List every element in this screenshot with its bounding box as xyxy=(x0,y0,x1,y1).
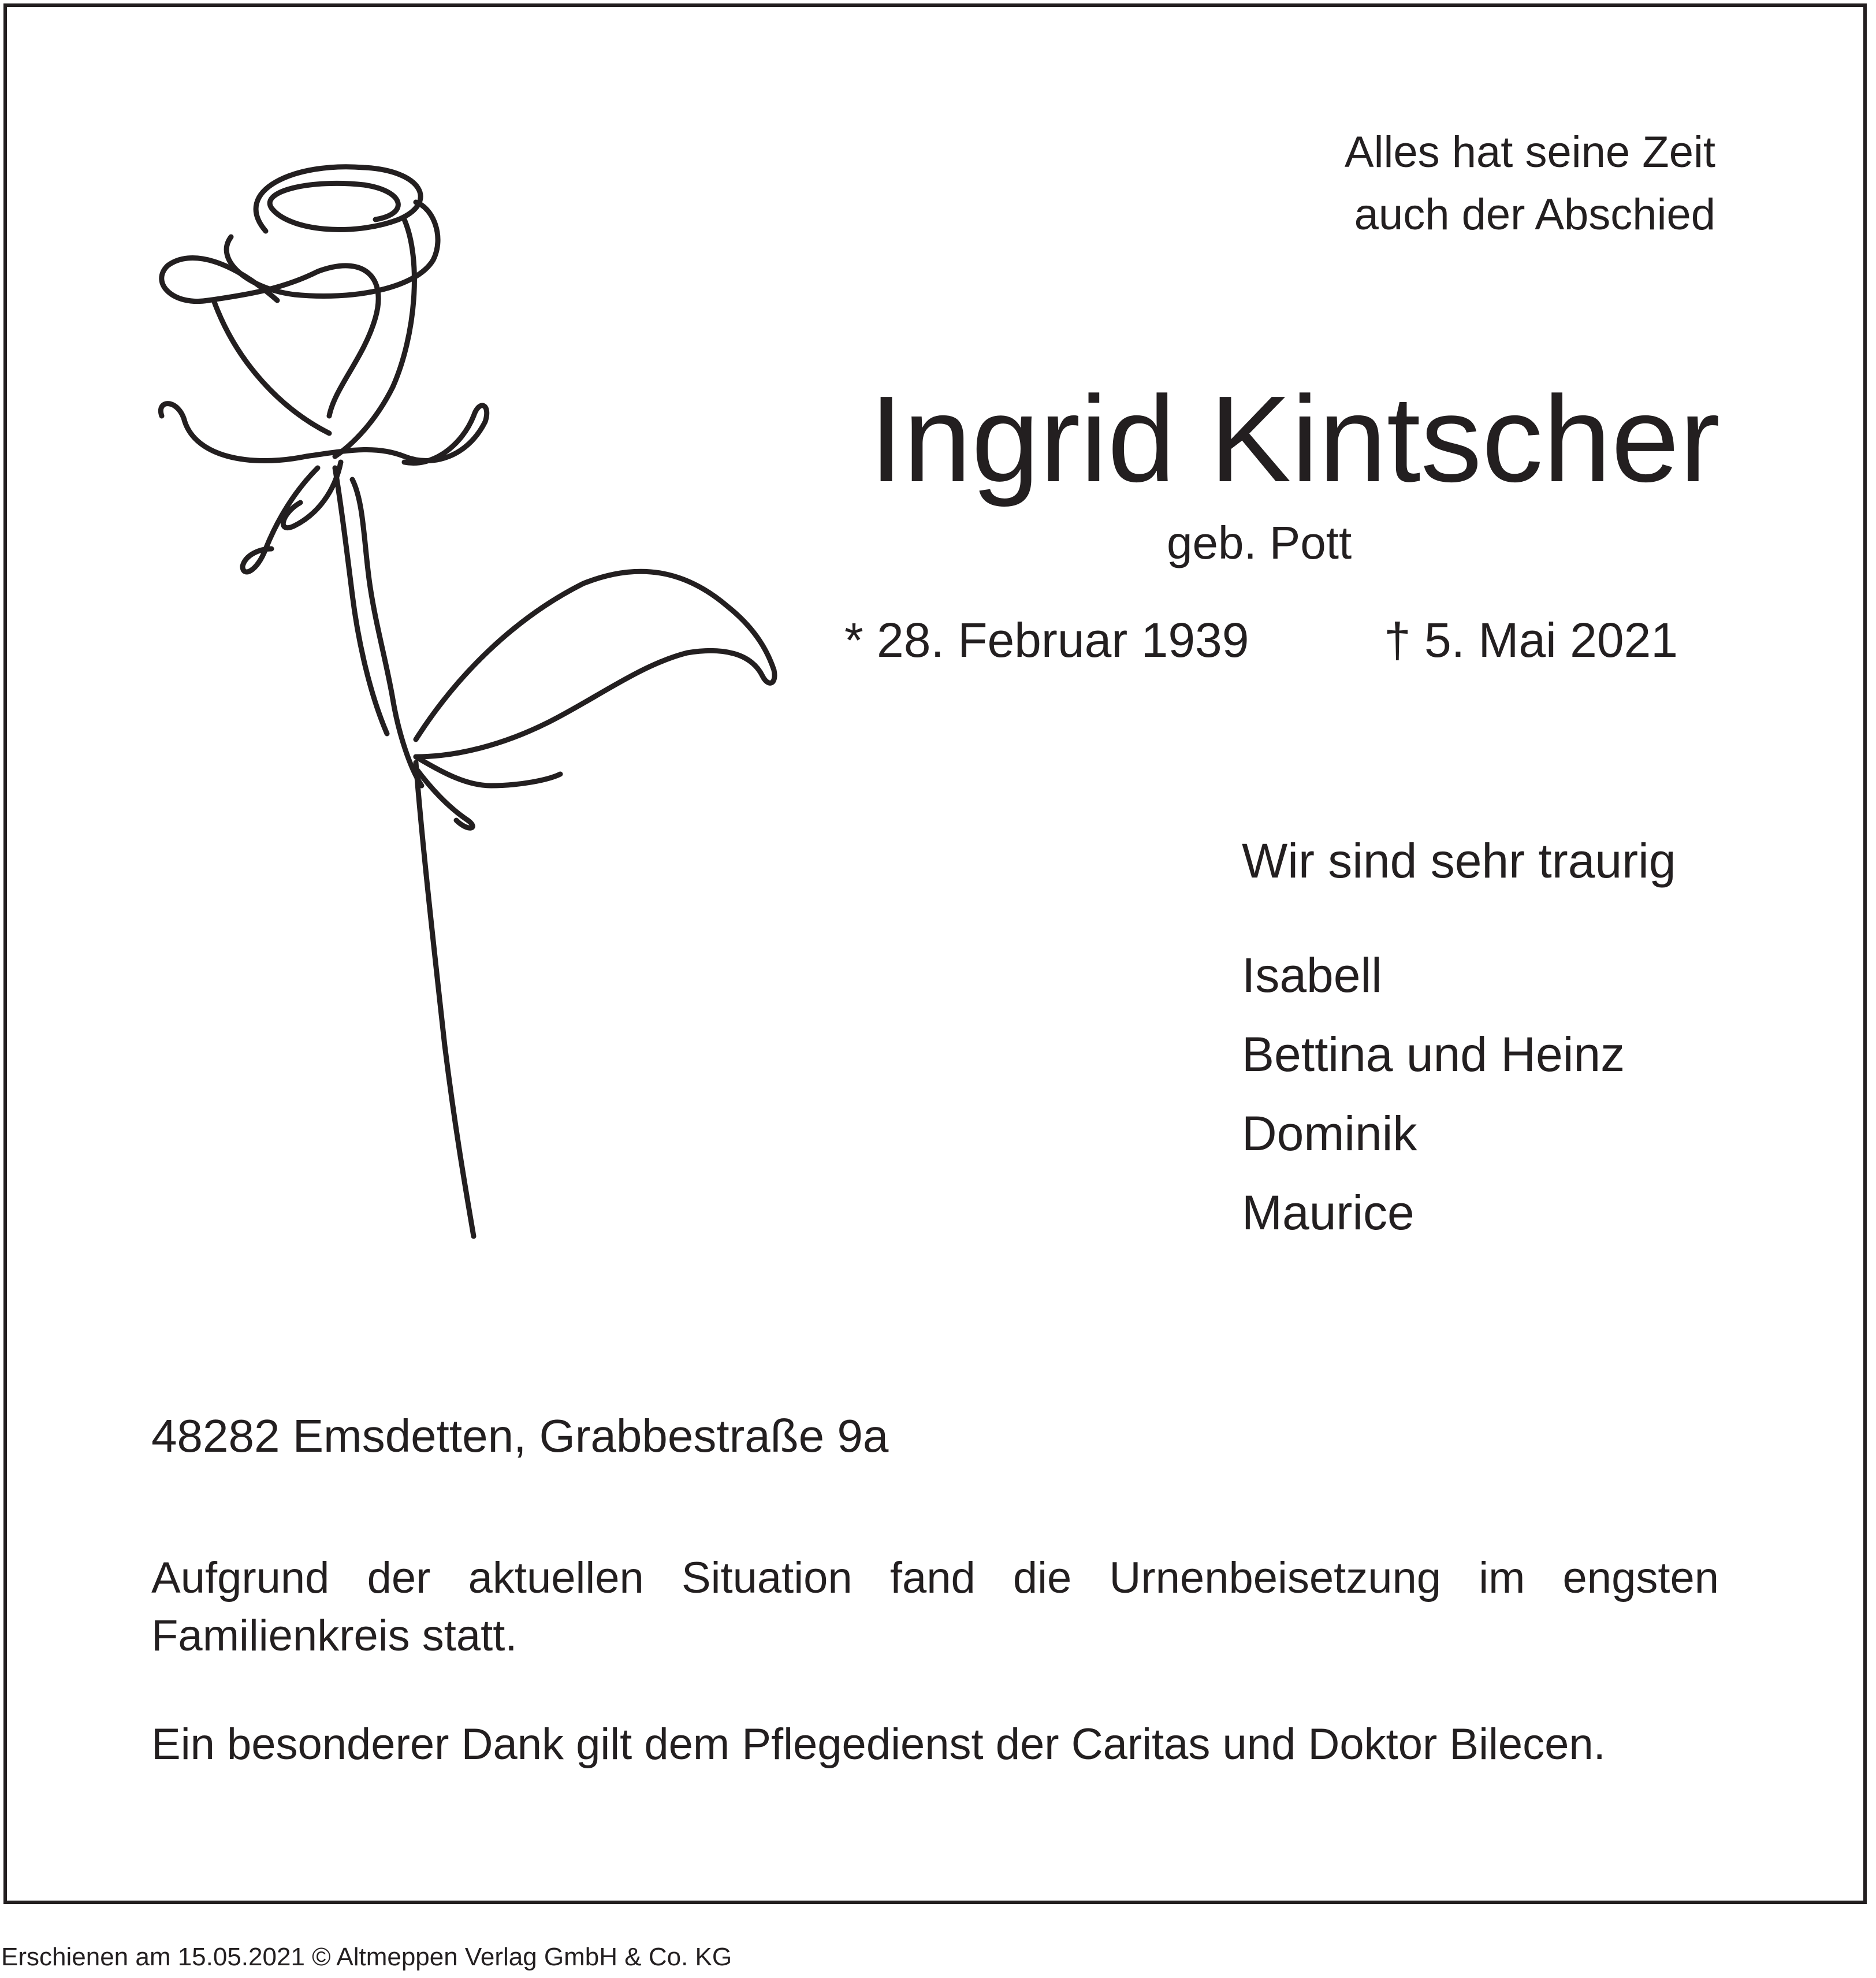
mourner-name: Dominik xyxy=(1242,1106,1417,1161)
death-date: † 5. Mai 2021 xyxy=(1384,613,1678,667)
motto-line-2: auch der Abschied xyxy=(1354,190,1715,239)
maiden-name: geb. Pott xyxy=(1167,517,1352,568)
mourner-name: Isabell xyxy=(1242,948,1382,1002)
burial-note: Aufgrund der aktuellen Situation fand die Urnenbeisetzung im engsten Familienkreis statt. xyxy=(151,1553,1719,1660)
mourner-name: Bettina und Heinz xyxy=(1242,1027,1625,1081)
publication-footer: Erschienen am 15.05.2021 © Altmeppen Verlag GmbH & Co. KG xyxy=(1,1943,732,1971)
address: 48282 Emsdetten, Grabbestraße 9a xyxy=(151,1410,889,1462)
rose-line-drawing-icon xyxy=(144,144,786,1242)
deceased-name: Ingrid Kintscher xyxy=(869,370,1720,507)
motto-line-1: Alles hat seine Zeit xyxy=(1344,128,1715,177)
mourner-name: Maurice xyxy=(1242,1185,1415,1240)
thanks-note: Ein besonderer Dank gilt dem Pflegedienst der Caritas und Doktor Bilecen. xyxy=(151,1720,1606,1769)
birth-date: * 28. Februar 1939 xyxy=(844,613,1249,667)
motto xyxy=(1345,121,1715,246)
mourners-list xyxy=(1242,936,1625,1252)
mourning-line: Wir sind sehr traurig xyxy=(1242,834,1676,888)
